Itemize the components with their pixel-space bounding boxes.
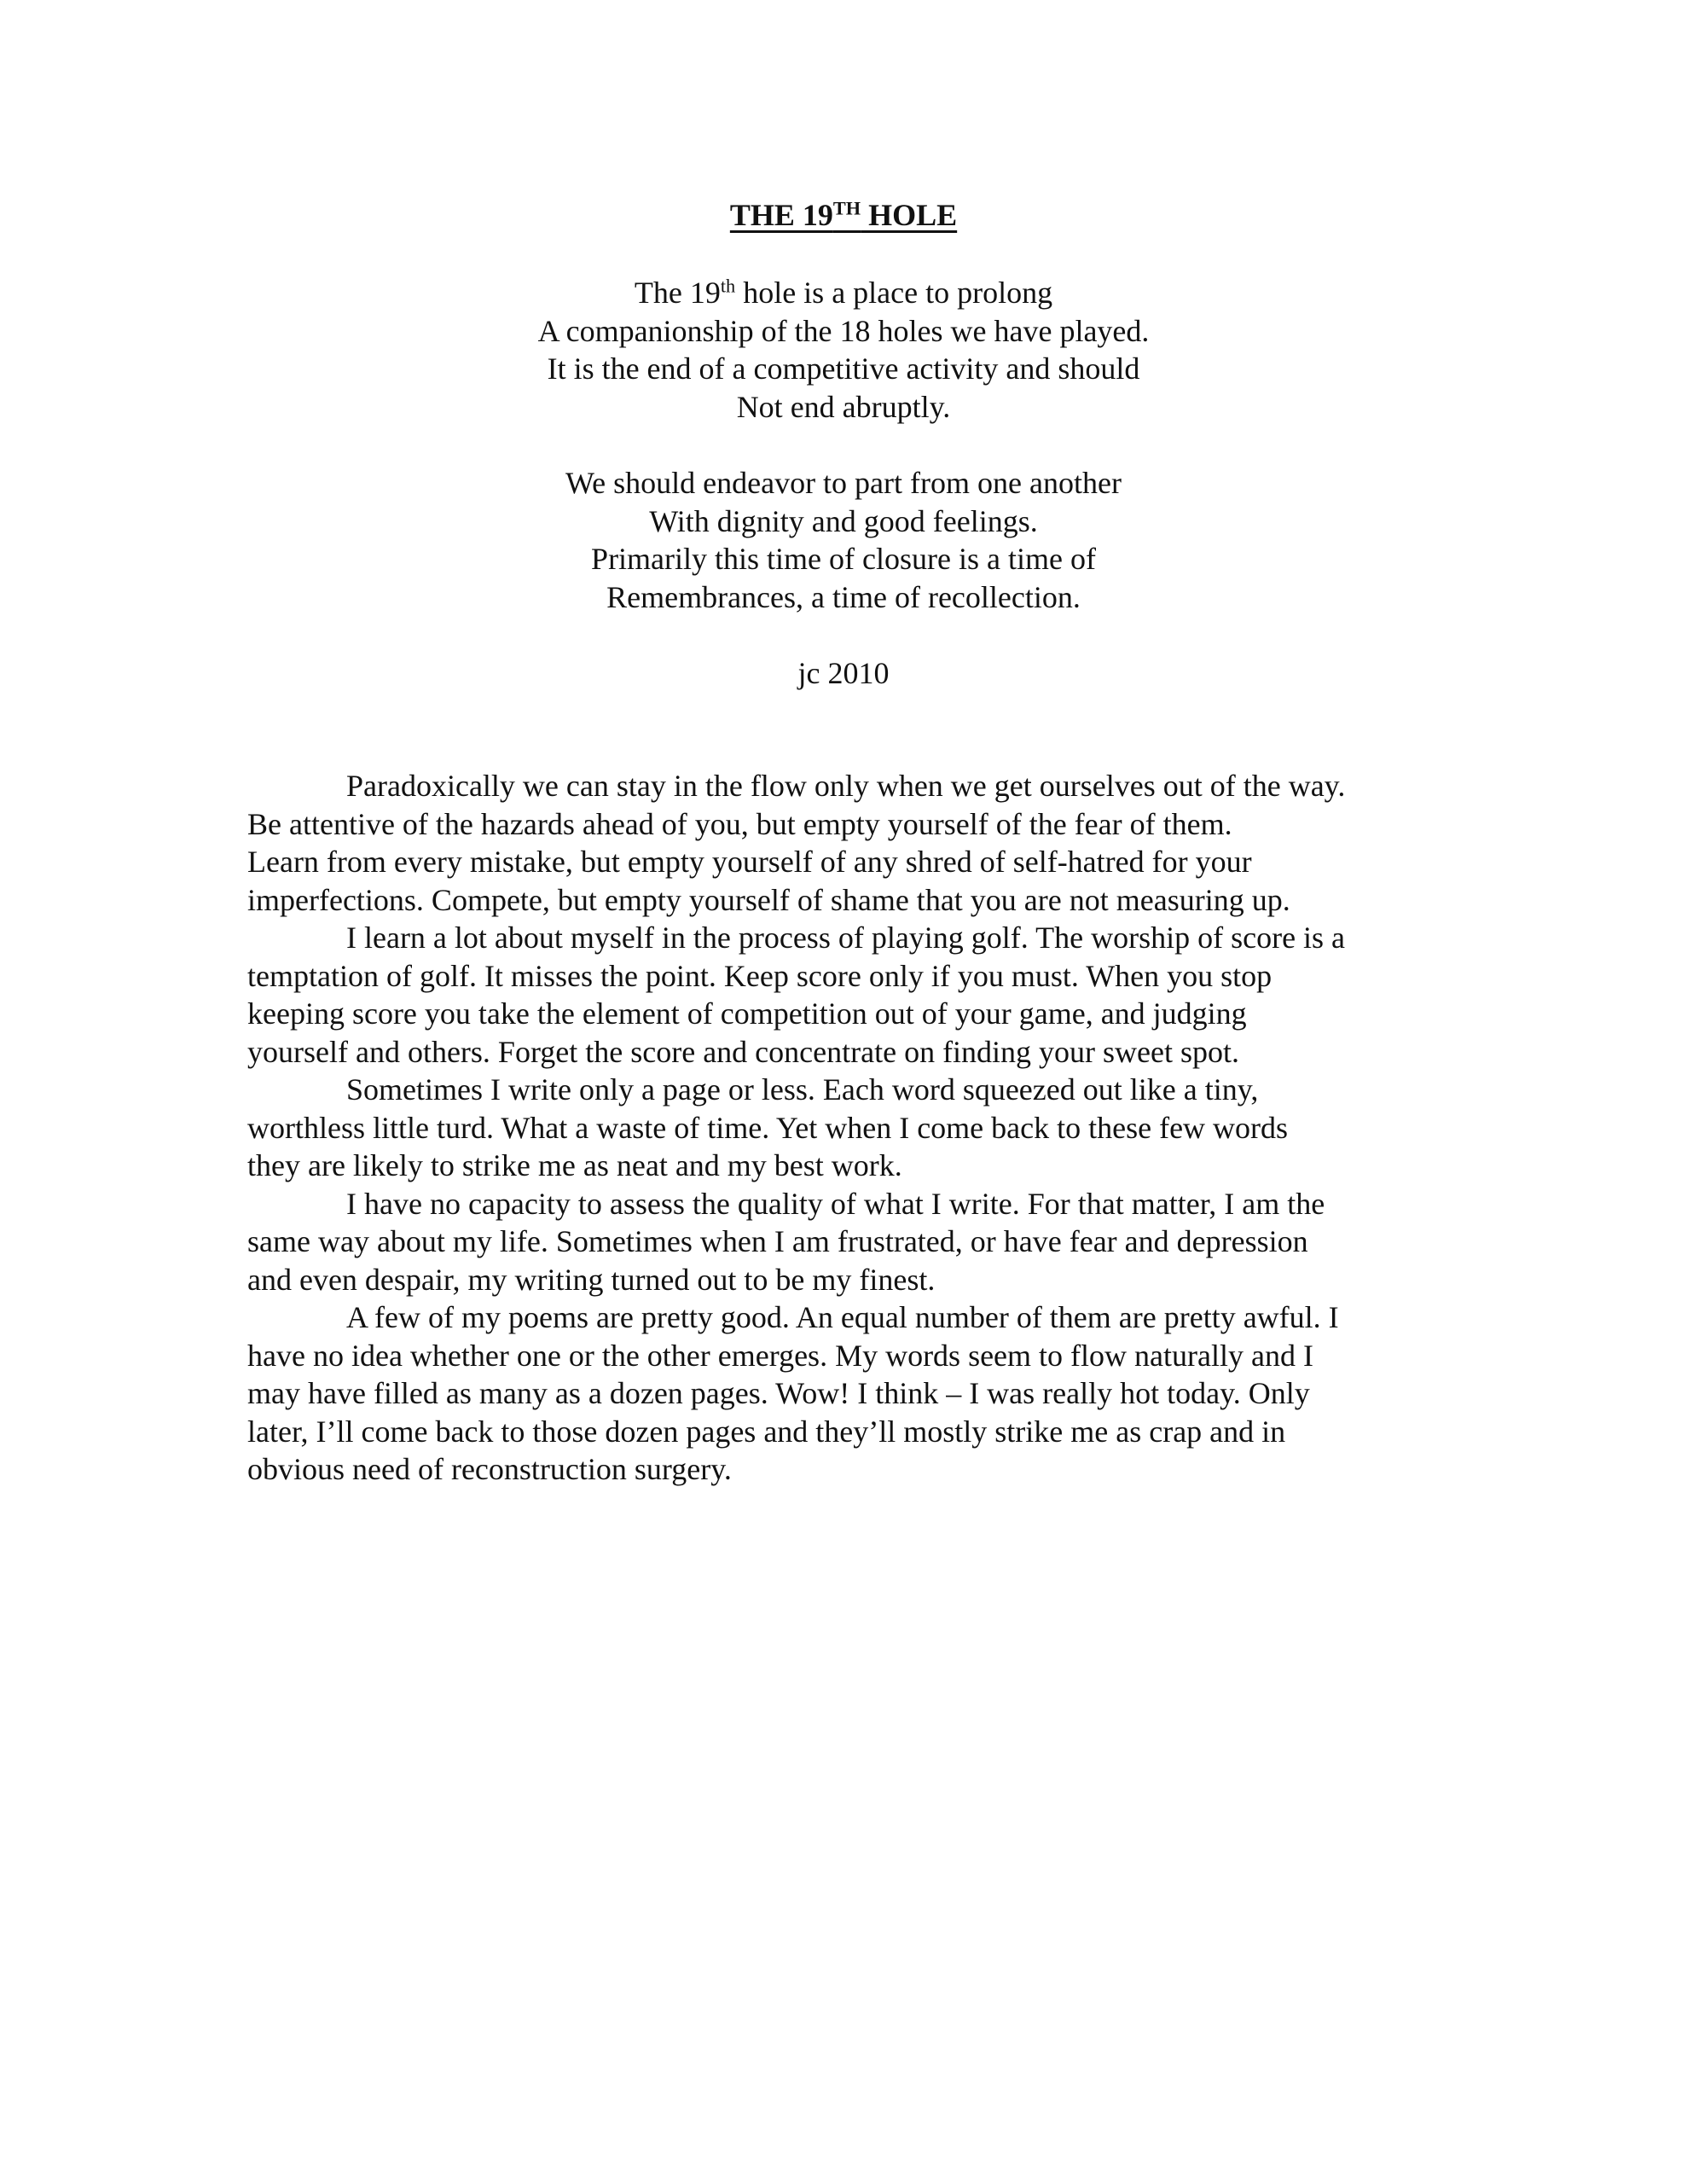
prose-line: Learn from every mistake, but empty yourself of any shred of self-hatred for your xyxy=(247,845,1252,879)
poem-line-1-prefix: The 19 xyxy=(634,276,721,310)
prose-line: temptation of golf. It misses the point. Keep score only if you must. When you stop xyxy=(247,958,1272,993)
prose-line: they are likely to strike me as neat and my best work. xyxy=(247,1148,902,1182)
prose-line: I learn a lot about myself in the process of playing golf. The worship of score is a xyxy=(346,921,1346,955)
prose-line: may have filled as many as a dozen pages. Wow! I think – I was really hot today. Only xyxy=(247,1376,1310,1410)
prose-line: Paradoxically we can stay in the flow only when we get ourselves out of the way. xyxy=(346,769,1346,803)
poem-line: Primarily this time of closure is a time of xyxy=(591,542,1096,576)
prose-line: and even despair, my writing turned out to be my finest. xyxy=(247,1262,936,1297)
prose-line: imperfections. Compete, but empty yourself of shame that you are not measuring up. xyxy=(247,882,1290,917)
prose-line: yourself and others. Forget the score and concentrate on finding your sweet spot. xyxy=(247,1034,1240,1069)
poem-line: With dignity and good feelings. xyxy=(649,503,1038,538)
prose-line: later, I’ll come back to those dozen pages and they’ll mostly strike me as crap and in xyxy=(247,1414,1286,1449)
poem-line: It is the end of a competitive activity and should xyxy=(547,351,1140,386)
prose-body xyxy=(247,767,1441,1489)
prose-line: worthless little turd. What a waste of time. Yet when I come back to these few words xyxy=(247,1110,1289,1145)
poem-line: Remembrances, a time of recollection. xyxy=(606,579,1081,614)
poem-line xyxy=(0,274,1687,312)
poem-line-1-superscript: th xyxy=(720,275,736,297)
title-prefix: THE 19 xyxy=(729,198,833,232)
poem-line: Not end abruptly. xyxy=(736,389,951,424)
prose-line: Be attentive of the hazards ahead of you, but empty yourself of the fear of them. xyxy=(247,806,1232,841)
title-superscript: TH xyxy=(832,197,861,219)
poem-line: We should endeavor to part from one another xyxy=(565,466,1122,500)
signature-text: jc 2010 xyxy=(797,656,890,690)
document-title xyxy=(0,196,1687,234)
poem-signature xyxy=(0,654,1687,693)
poem-stanza-2 xyxy=(0,464,1687,616)
prose-line: have no idea whether one or the other emerges. My words seem to flow naturally and I xyxy=(247,1338,1313,1373)
prose-line: I have no capacity to assess the quality of what I write. For that matter, I am the xyxy=(346,1186,1325,1221)
prose-line: A few of my poems are pretty good. An equal number of them are pretty awful. I xyxy=(346,1300,1339,1334)
poem-line-1-suffix: hole is a place to prolong xyxy=(735,276,1053,310)
prose-line: Sometimes I write only a page or less. Each word squeezed out like a tiny, xyxy=(346,1072,1259,1107)
prose-line: obvious need of reconstruction surgery. xyxy=(247,1452,732,1486)
poem-stanza-1 xyxy=(0,274,1687,426)
poem-line: A companionship of the 18 holes we have played. xyxy=(537,313,1150,348)
prose-line: same way about my life. Sometimes when I am frustrated, or have fear and depression xyxy=(247,1224,1308,1258)
prose-line: keeping score you take the element of competition out of your game, and judging xyxy=(247,996,1247,1031)
title-suffix: HOLE xyxy=(861,198,958,232)
